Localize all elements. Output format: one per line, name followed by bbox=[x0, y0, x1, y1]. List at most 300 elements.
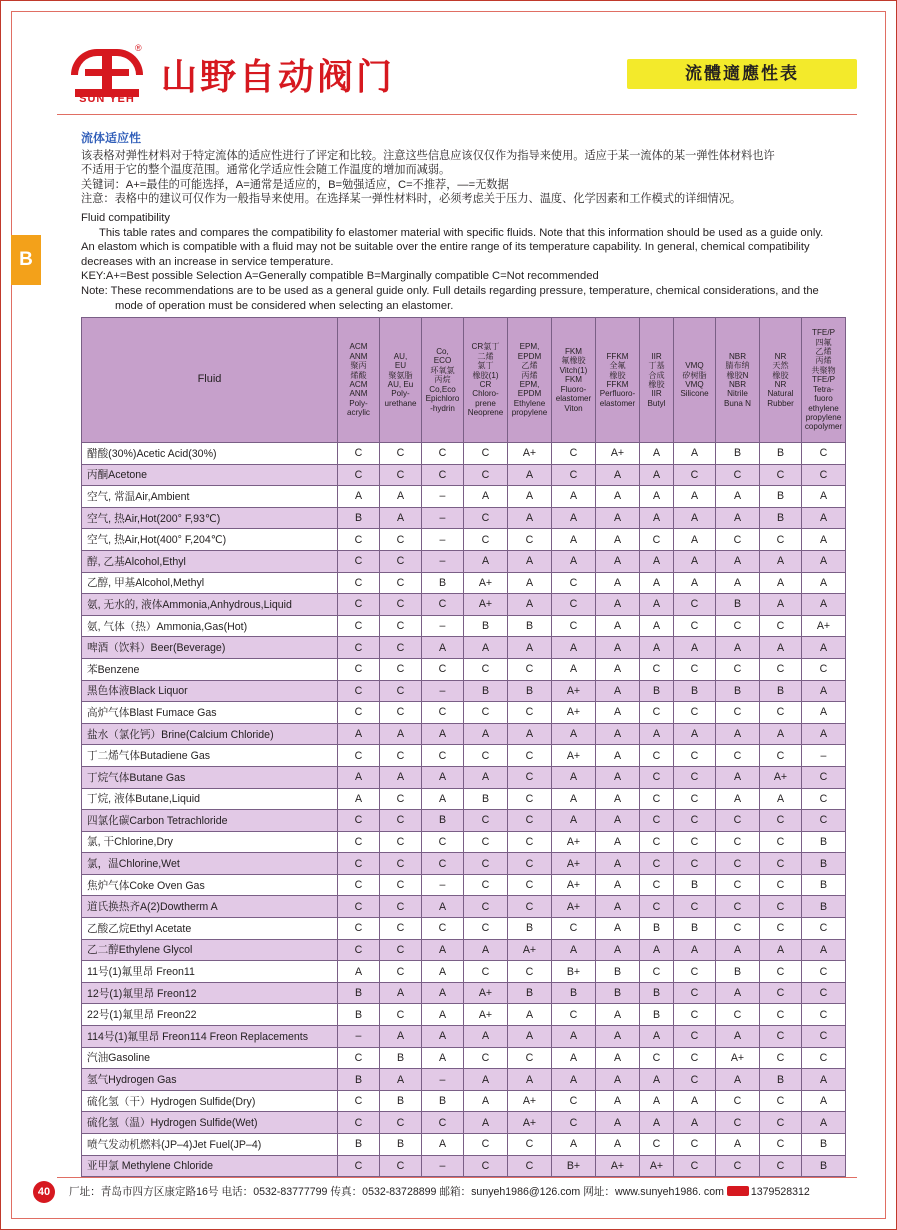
cell-rating: B bbox=[338, 1004, 380, 1026]
cell-rating: A bbox=[802, 939, 846, 961]
cell-rating: C bbox=[422, 831, 464, 853]
cell-fluid-name: 12号(1)氟里昂 Freon12 bbox=[82, 982, 338, 1004]
cell-rating: C bbox=[464, 831, 508, 853]
cell-rating: C bbox=[640, 788, 674, 810]
intro-en-line-2: An elastom which is compatible with a fluid may not be suitable over the entire range of its temperature capability. In general, chemical compatibility bbox=[81, 241, 810, 254]
table-row bbox=[82, 615, 846, 637]
cell-rating: C bbox=[380, 788, 422, 810]
cell-fluid-name: 114号(1)氟里昂 Freon114 Freon Replacements bbox=[82, 1026, 338, 1048]
cell-fluid-name: 硫化氢（温）Hydrogen Sulfide(Wet) bbox=[82, 1112, 338, 1134]
cell-rating: A bbox=[802, 637, 846, 659]
cell-rating: C bbox=[760, 810, 802, 832]
table-row bbox=[82, 702, 846, 724]
cell-rating: B bbox=[640, 918, 674, 940]
cell-rating: C bbox=[674, 1004, 716, 1026]
cell-rating: A bbox=[422, 896, 464, 918]
cell-rating: C bbox=[552, 615, 596, 637]
cell-rating: A+ bbox=[508, 443, 552, 465]
cell-rating: A+ bbox=[464, 1004, 508, 1026]
table-row bbox=[82, 982, 846, 1004]
cell-rating: C bbox=[464, 658, 508, 680]
cell-fluid-name: 苯Benzene bbox=[82, 658, 338, 680]
cell-rating: C bbox=[338, 615, 380, 637]
cell-rating: A bbox=[508, 594, 552, 616]
cell-rating: A bbox=[640, 550, 674, 572]
cell-rating: C bbox=[464, 443, 508, 465]
cell-rating: A bbox=[674, 723, 716, 745]
cell-rating: C bbox=[552, 1090, 596, 1112]
cell-rating: B bbox=[674, 874, 716, 896]
cell-rating: A bbox=[596, 658, 640, 680]
cell-fluid-name: 喷气发动机燃料(JP–4)Jet Fuel(JP–4) bbox=[82, 1134, 338, 1156]
cell-rating: B bbox=[338, 982, 380, 1004]
cell-rating: C bbox=[674, 896, 716, 918]
cell-rating: A+ bbox=[552, 896, 596, 918]
cell-rating: A bbox=[596, 1026, 640, 1048]
cell-rating: B bbox=[802, 853, 846, 875]
cell-rating: B bbox=[802, 896, 846, 918]
cell-rating: C bbox=[760, 1112, 802, 1134]
cell-fluid-name: 道氏换热齐A(2)Dowtherm A bbox=[82, 896, 338, 918]
column-header-10: NBR 腈布纳 橡胶N NBR Nitrile Buna N bbox=[716, 318, 760, 443]
column-header-11: NR 天然 橡胶 NR Natural Rubber bbox=[760, 318, 802, 443]
cell-rating: A bbox=[716, 486, 760, 508]
intro-en-line-3: decreases with an increase in service temperature. bbox=[81, 255, 334, 268]
cell-rating: C bbox=[338, 529, 380, 551]
cell-rating: C bbox=[338, 1155, 380, 1177]
cell-fluid-name: 焦炉气体Coke Oven Gas bbox=[82, 874, 338, 896]
cell-rating: A bbox=[338, 788, 380, 810]
footer-contact bbox=[69, 1184, 869, 1199]
cell-rating: A bbox=[552, 788, 596, 810]
cell-rating: – bbox=[422, 874, 464, 896]
cell-rating: C bbox=[508, 745, 552, 767]
cell-rating: – bbox=[422, 529, 464, 551]
cell-rating: C bbox=[674, 853, 716, 875]
cell-rating: B bbox=[596, 961, 640, 983]
cell-rating: A bbox=[552, 723, 596, 745]
cell-rating: C bbox=[338, 637, 380, 659]
cell-rating: A bbox=[508, 486, 552, 508]
table-row bbox=[82, 723, 846, 745]
cell-rating: C bbox=[422, 702, 464, 724]
cell-rating: B bbox=[802, 874, 846, 896]
column-header-12: TFE/P 四氟 乙烯 丙烯 共聚物 TFE/P Tetra- fuoro ethylene propylene copolymer bbox=[802, 318, 846, 443]
cell-rating: A bbox=[802, 680, 846, 702]
cell-rating: C bbox=[508, 1155, 552, 1177]
cell-rating: A+ bbox=[464, 594, 508, 616]
cell-rating: A bbox=[640, 637, 674, 659]
cell-rating: A bbox=[552, 1026, 596, 1048]
cell-rating: C bbox=[508, 766, 552, 788]
cell-rating: C bbox=[380, 853, 422, 875]
intro-cn-line-4: 注意：表格中的建议可仅作为一般指导来使用。在选择某一弹性材料时，必须考虑关于压力、温度、化学因素和工作模式的详细情况。 bbox=[81, 193, 742, 206]
cell-rating: C bbox=[674, 766, 716, 788]
cell-rating: B bbox=[422, 572, 464, 594]
cell-rating: A bbox=[552, 529, 596, 551]
cell-rating: C bbox=[640, 766, 674, 788]
cell-rating: C bbox=[802, 982, 846, 1004]
cell-rating: C bbox=[464, 529, 508, 551]
cell-rating: C bbox=[380, 464, 422, 486]
intro-cn-line-3: 关键词：A+=最佳的可能选择，A=通常是适应的，B=勉强适应，C=不推荐，—=无数据 bbox=[81, 178, 509, 191]
cell-rating: C bbox=[380, 961, 422, 983]
cell-rating: B bbox=[760, 680, 802, 702]
cell-rating: A bbox=[640, 443, 674, 465]
cell-rating: A bbox=[716, 550, 760, 572]
cell-rating: C bbox=[716, 1155, 760, 1177]
cell-rating: C bbox=[716, 1112, 760, 1134]
cell-rating: C bbox=[674, 658, 716, 680]
cell-rating: A bbox=[716, 723, 760, 745]
section-title-text: 流體適應性表 bbox=[685, 64, 799, 83]
cell-rating: A bbox=[596, 529, 640, 551]
cell-rating: C bbox=[716, 918, 760, 940]
cell-rating: A bbox=[640, 1112, 674, 1134]
cell-rating: A bbox=[596, 853, 640, 875]
cell-rating: C bbox=[640, 874, 674, 896]
cell-rating: B+ bbox=[552, 961, 596, 983]
cell-rating: A bbox=[422, 939, 464, 961]
cell-rating: A bbox=[596, 615, 640, 637]
cell-rating: A bbox=[596, 1047, 640, 1069]
cell-rating: A bbox=[380, 723, 422, 745]
cell-rating: C bbox=[422, 853, 464, 875]
cell-rating: C bbox=[380, 918, 422, 940]
cell-rating: C bbox=[422, 658, 464, 680]
intro-en-line-5: Note: These recommendations are to be used as a general guide only. Full details regarding pressure, temperature, chemical considerations, and the bbox=[81, 284, 819, 297]
cell-rating: – bbox=[338, 1026, 380, 1048]
table-row bbox=[82, 529, 846, 551]
cell-rating: C bbox=[338, 1090, 380, 1112]
cell-rating: – bbox=[422, 1069, 464, 1091]
cell-rating: C bbox=[716, 529, 760, 551]
cell-rating: A bbox=[552, 1047, 596, 1069]
cell-rating: C bbox=[640, 745, 674, 767]
cell-rating: A+ bbox=[552, 831, 596, 853]
cell-rating: A bbox=[596, 680, 640, 702]
cell-rating: C bbox=[380, 745, 422, 767]
table-row bbox=[82, 1155, 846, 1177]
intro-en-line-6: mode of operation must be considered when selecting an elastomer. bbox=[115, 299, 454, 312]
cell-rating: C bbox=[552, 918, 596, 940]
cell-rating: C bbox=[508, 874, 552, 896]
cell-rating: C bbox=[674, 594, 716, 616]
cell-rating: A bbox=[552, 507, 596, 529]
cell-rating: C bbox=[760, 745, 802, 767]
cell-rating: A bbox=[338, 766, 380, 788]
column-header-4: CR氯丁 二烯 氯丁 橡胶(1) CR Chloro- prene Neoprene bbox=[464, 318, 508, 443]
cell-rating: A bbox=[596, 637, 640, 659]
cell-rating: A bbox=[464, 1026, 508, 1048]
cell-rating: C bbox=[674, 702, 716, 724]
cell-rating: A+ bbox=[508, 1112, 552, 1134]
cell-rating: C bbox=[552, 572, 596, 594]
cell-rating: B bbox=[552, 982, 596, 1004]
cell-rating: C bbox=[338, 1112, 380, 1134]
cell-rating: A bbox=[640, 1069, 674, 1091]
cell-rating: C bbox=[802, 1026, 846, 1048]
intro-cn-line-2: 不适用于它的整个温度范围。通常化学适应性会随工作温度的增加而减弱。 bbox=[81, 164, 451, 177]
cell-rating: C bbox=[760, 1155, 802, 1177]
cell-rating: B bbox=[338, 1134, 380, 1156]
table-body bbox=[82, 443, 846, 1177]
cell-fluid-name: 空气, 常温Air,Ambient bbox=[82, 486, 338, 508]
cell-fluid-name: 醇, 乙基Alcohol,Ethyl bbox=[82, 550, 338, 572]
cell-rating: A bbox=[802, 1069, 846, 1091]
cell-rating: A bbox=[422, 723, 464, 745]
cell-rating: C bbox=[716, 1004, 760, 1026]
cell-rating: A bbox=[716, 1134, 760, 1156]
cell-rating: A bbox=[596, 464, 640, 486]
cell-rating: A bbox=[552, 766, 596, 788]
cell-rating: B bbox=[508, 982, 552, 1004]
cell-rating: C bbox=[464, 961, 508, 983]
cell-rating: B bbox=[464, 680, 508, 702]
cell-rating: A bbox=[422, 1004, 464, 1026]
cell-rating: C bbox=[422, 464, 464, 486]
cell-rating: A bbox=[640, 594, 674, 616]
cell-rating: C bbox=[338, 572, 380, 594]
cell-rating: C bbox=[552, 1112, 596, 1134]
cell-rating: C bbox=[716, 853, 760, 875]
cell-rating: C bbox=[760, 529, 802, 551]
cell-rating: A bbox=[508, 723, 552, 745]
cell-rating: C bbox=[380, 637, 422, 659]
cell-rating: C bbox=[508, 1047, 552, 1069]
cell-rating: B bbox=[464, 615, 508, 637]
cell-rating: C bbox=[380, 896, 422, 918]
cell-rating: B bbox=[422, 810, 464, 832]
cell-rating: C bbox=[464, 464, 508, 486]
cell-fluid-name: 硫化氢（干）Hydrogen Sulfide(Dry) bbox=[82, 1090, 338, 1112]
cell-rating: C bbox=[380, 550, 422, 572]
qq-icon bbox=[727, 1186, 749, 1196]
cell-rating: – bbox=[422, 615, 464, 637]
cell-fluid-name: 盐水（氯化钙）Brine(Calcium Chloride) bbox=[82, 723, 338, 745]
cell-rating: C bbox=[508, 1134, 552, 1156]
cell-rating: C bbox=[508, 853, 552, 875]
cell-rating: A+ bbox=[760, 766, 802, 788]
cell-rating: A bbox=[716, 939, 760, 961]
cell-rating: C bbox=[802, 1004, 846, 1026]
cell-rating: C bbox=[380, 594, 422, 616]
cell-rating: C bbox=[674, 745, 716, 767]
cell-rating: A bbox=[596, 1134, 640, 1156]
cell-rating: C bbox=[760, 896, 802, 918]
footer-qq-number: 1379528312 bbox=[750, 1186, 810, 1198]
cell-rating: C bbox=[674, 1155, 716, 1177]
table-row bbox=[82, 831, 846, 853]
cell-rating: A bbox=[508, 1004, 552, 1026]
cell-fluid-name: 氯, 干Chlorine,Dry bbox=[82, 831, 338, 853]
cell-rating: C bbox=[760, 464, 802, 486]
cell-rating: A+ bbox=[464, 982, 508, 1004]
column-header-2: AU, EU 聚氨脂 AU, Eu Poly- urethane bbox=[380, 318, 422, 443]
cell-rating: A bbox=[552, 939, 596, 961]
column-header-8: IIR 丁基 合成 橡胶 IIR Butyl bbox=[640, 318, 674, 443]
cell-rating: C bbox=[802, 443, 846, 465]
table-row bbox=[82, 766, 846, 788]
cell-rating: B bbox=[640, 680, 674, 702]
cell-rating: A+ bbox=[716, 1047, 760, 1069]
cell-rating: A bbox=[802, 572, 846, 594]
cell-rating: C bbox=[464, 918, 508, 940]
cell-rating: A bbox=[716, 1069, 760, 1091]
cell-rating: A+ bbox=[464, 572, 508, 594]
cell-rating: A bbox=[674, 550, 716, 572]
cell-rating: A bbox=[760, 939, 802, 961]
cell-fluid-name: 空气, 热Air,Hot(200° F,93℃) bbox=[82, 507, 338, 529]
cell-rating: A bbox=[716, 982, 760, 1004]
table-row bbox=[82, 550, 846, 572]
cell-rating: C bbox=[802, 810, 846, 832]
cell-rating: C bbox=[760, 615, 802, 637]
cell-rating: A bbox=[464, 1112, 508, 1134]
cell-rating: C bbox=[422, 1112, 464, 1134]
cell-fluid-name: 四氯化碳Carbon Tetrachloride bbox=[82, 810, 338, 832]
cell-rating: A+ bbox=[508, 939, 552, 961]
cell-rating: A+ bbox=[552, 874, 596, 896]
cell-rating: C bbox=[380, 939, 422, 961]
cell-rating: C bbox=[422, 594, 464, 616]
cell-rating: C bbox=[760, 831, 802, 853]
column-header-1: ACM ANM 聚丙 烯酸 ACM ANM Poly- acrylic bbox=[338, 318, 380, 443]
cell-rating: A+ bbox=[508, 1090, 552, 1112]
cell-fluid-name: 11号(1)氟里昂 Freon11 bbox=[82, 961, 338, 983]
table-row bbox=[82, 1112, 846, 1134]
cell-rating: C bbox=[640, 658, 674, 680]
page-number: 40 bbox=[33, 1181, 55, 1203]
cell-rating: C bbox=[760, 918, 802, 940]
cell-rating: A bbox=[596, 874, 640, 896]
cell-fluid-name: 乙二醇Ethylene Glycol bbox=[82, 939, 338, 961]
cell-rating: A bbox=[508, 1069, 552, 1091]
cell-rating: A bbox=[640, 1090, 674, 1112]
cell-rating: C bbox=[552, 1004, 596, 1026]
cell-rating: C bbox=[464, 1134, 508, 1156]
table-row bbox=[82, 896, 846, 918]
intro-en-title: Fluid compatibility bbox=[81, 211, 170, 224]
cell-rating: A bbox=[596, 507, 640, 529]
cell-rating: C bbox=[338, 831, 380, 853]
cell-rating: A bbox=[464, 1069, 508, 1091]
cell-rating: A bbox=[802, 507, 846, 529]
cell-rating: C bbox=[640, 961, 674, 983]
cell-rating: A bbox=[464, 486, 508, 508]
cell-rating: A bbox=[508, 464, 552, 486]
cell-rating: A bbox=[422, 788, 464, 810]
cell-rating: B bbox=[802, 1134, 846, 1156]
cell-rating: C bbox=[716, 874, 760, 896]
cell-rating: C bbox=[640, 810, 674, 832]
cell-rating: C bbox=[464, 853, 508, 875]
cell-rating: A bbox=[802, 723, 846, 745]
cell-fluid-name: 丁烷气体Butane Gas bbox=[82, 766, 338, 788]
cell-rating: A bbox=[640, 615, 674, 637]
cell-rating: A bbox=[716, 637, 760, 659]
cell-rating: C bbox=[380, 572, 422, 594]
cell-fluid-name: 高炉气体Blast Fumace Gas bbox=[82, 702, 338, 724]
column-header-9: VMQ 矽树脂 VMQ Silicone bbox=[674, 318, 716, 443]
cell-rating: B bbox=[338, 507, 380, 529]
section-tab-b bbox=[11, 235, 41, 285]
cell-rating: A bbox=[802, 550, 846, 572]
cell-fluid-name: 汽油Gasoline bbox=[82, 1047, 338, 1069]
table-header-row bbox=[82, 318, 846, 443]
cell-fluid-name: 22号(1)氟里昂 Freon22 bbox=[82, 1004, 338, 1026]
cell-rating: C bbox=[380, 810, 422, 832]
cell-rating: A bbox=[596, 594, 640, 616]
footer-divider bbox=[57, 1177, 857, 1178]
cell-rating: C bbox=[338, 658, 380, 680]
cell-rating: A bbox=[508, 1026, 552, 1048]
column-header-6: FKM 氟橡胶 Vitch(1) FKM Fluoro- elastomer Viton bbox=[552, 318, 596, 443]
cell-rating: – bbox=[422, 1155, 464, 1177]
cell-rating: – bbox=[422, 550, 464, 572]
cell-rating: A bbox=[760, 637, 802, 659]
cell-rating: B bbox=[716, 961, 760, 983]
cell-rating: C bbox=[674, 810, 716, 832]
intro-cn-line-1: 该表格对弹性材料对于特定流体的适应性进行了评定和比较。注意这些信息应该仅仅作为指导来使用。适应于某一流体的某一弹性体材料也许 bbox=[81, 149, 775, 162]
cell-rating: A bbox=[640, 464, 674, 486]
cell-rating: C bbox=[338, 550, 380, 572]
cell-rating: C bbox=[674, 1047, 716, 1069]
cell-rating: C bbox=[760, 1026, 802, 1048]
cell-fluid-name: 丁烷, 液体Butane,Liquid bbox=[82, 788, 338, 810]
cell-rating: A bbox=[464, 766, 508, 788]
cell-rating: B bbox=[760, 486, 802, 508]
cell-rating: C bbox=[674, 961, 716, 983]
cell-rating: C bbox=[640, 896, 674, 918]
cell-rating: B bbox=[508, 918, 552, 940]
cell-fluid-name: 丙酮Acetone bbox=[82, 464, 338, 486]
cell-rating: – bbox=[422, 486, 464, 508]
header-divider bbox=[57, 114, 857, 115]
cell-rating: A bbox=[716, 572, 760, 594]
cell-rating: C bbox=[464, 896, 508, 918]
cell-rating: A bbox=[596, 550, 640, 572]
cell-rating: A bbox=[596, 1069, 640, 1091]
cell-rating: A bbox=[596, 918, 640, 940]
table-row bbox=[82, 1090, 846, 1112]
column-header-5: EPM, EPDM 乙烯 丙烯 EPM, EPDM Ethylene propylene bbox=[508, 318, 552, 443]
cell-rating: C bbox=[508, 810, 552, 832]
cell-rating: C bbox=[802, 961, 846, 983]
cell-rating: C bbox=[464, 874, 508, 896]
cell-rating: C bbox=[552, 443, 596, 465]
cell-rating: A bbox=[552, 1069, 596, 1091]
cell-rating: B bbox=[380, 1090, 422, 1112]
cell-rating: A bbox=[552, 1134, 596, 1156]
cell-rating: C bbox=[716, 702, 760, 724]
cell-rating: A bbox=[802, 702, 846, 724]
cell-rating: C bbox=[464, 507, 508, 529]
cell-rating: A bbox=[596, 896, 640, 918]
cell-rating: A bbox=[422, 637, 464, 659]
cell-rating: C bbox=[380, 615, 422, 637]
cell-rating: A bbox=[552, 637, 596, 659]
cell-rating: A bbox=[422, 1026, 464, 1048]
cell-rating: A bbox=[716, 507, 760, 529]
table-row bbox=[82, 658, 846, 680]
cell-rating: A+ bbox=[552, 680, 596, 702]
cell-rating: B bbox=[640, 1004, 674, 1026]
column-header-3: Co, ECO 环氧氯 丙烷 Co,Eco Epichloro -hydrin bbox=[422, 318, 464, 443]
cell-rating: A bbox=[640, 1026, 674, 1048]
cell-rating: C bbox=[380, 874, 422, 896]
cell-rating: A bbox=[508, 572, 552, 594]
